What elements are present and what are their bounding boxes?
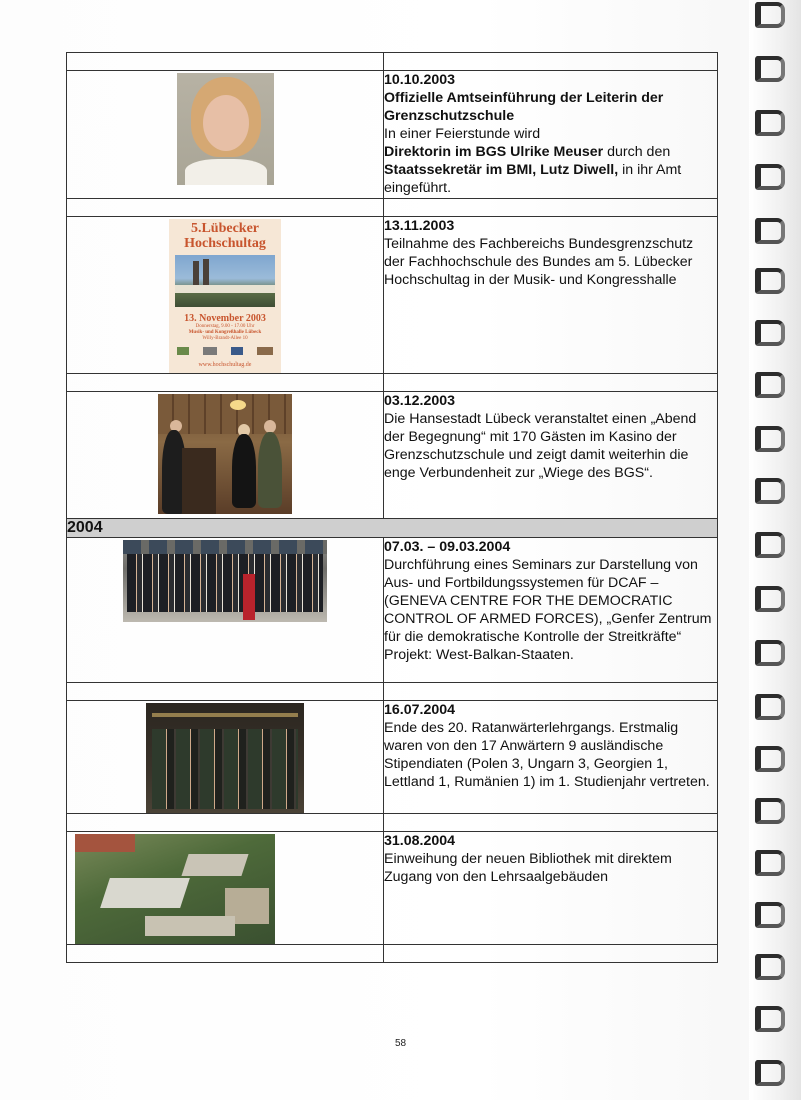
entry-body: Ende des 20. Ratanwärterlehrgangs. Erstmalig waren von den 17 Anwärtern 9 ausländische Stipendiaten (Polen 3, Ungarn 3, Georgien 1, Lettland 1, Rumänien 1) im 1. Studienjahr vertreten. <box>384 720 710 790</box>
entry-date: 16.07.2004 <box>384 702 456 718</box>
sponsor-logo <box>231 347 243 355</box>
entry-text-part: durch den <box>603 144 671 160</box>
poster-skyline-image <box>175 255 275 307</box>
poster-sponsor-logos <box>177 347 273 356</box>
course-graduation-photo <box>146 703 304 813</box>
entry-text-cell <box>384 832 718 945</box>
lectern <box>182 448 216 514</box>
binding-coil <box>755 320 785 346</box>
binding-coil <box>755 586 785 612</box>
entry-date: 13.11.2003 <box>384 218 455 234</box>
table-row <box>67 217 718 374</box>
face-shape <box>203 95 249 151</box>
red-track-area <box>75 834 135 852</box>
entry-bold-name: Staatssekretär im BMI, Lutz Diwell, <box>384 162 619 178</box>
entry-body: Durchführung eines Seminars zur Darstellung von Aus- und Fortbildungssystemen für DCAF – (GENEVA CENTRE FOR THE DEMOCRATIC CONTROL OF ARMED FORCES), „Genfer Zentrum für die demokratische Kontrolle der Streitkräfte“ Projekt: West-Balkan-Staaten. <box>384 557 712 663</box>
ceiling-lights <box>152 713 298 717</box>
poster-venue: Musik- und Kongreßhalle Lübeck <box>188 330 262 335</box>
portrait-photo <box>177 73 274 185</box>
binding-coil <box>755 694 785 720</box>
entry-date: 10.10.2003 <box>384 72 456 88</box>
officer-figure <box>258 432 282 508</box>
entry-text-part: In einer Feierstunde wird <box>384 126 541 142</box>
chronicle-table <box>66 52 718 963</box>
photo-cell <box>67 392 384 519</box>
poster-date: 13. November 2003 <box>184 313 266 324</box>
entry-text-cell <box>384 217 718 374</box>
entry-body: Einweihung der neuen Bibliothek mit direktem Zugang von den Lehrsaalgebäuden <box>384 851 672 885</box>
table-row <box>67 538 718 683</box>
table-row <box>67 392 718 519</box>
binding-coil <box>755 372 785 398</box>
binding-coil <box>755 2 785 28</box>
photo-cell <box>67 217 384 374</box>
sponsor-logo <box>177 347 189 355</box>
photo-cell <box>67 832 384 945</box>
poster-title-1: 5.Lübecker <box>190 221 260 236</box>
photo-cell <box>67 538 384 683</box>
guest-figure <box>232 434 256 508</box>
library-aerial-photo <box>75 834 275 944</box>
sponsor-logo <box>257 347 273 355</box>
entry-text-cell <box>384 71 718 199</box>
entry-body: Teilnahme des Fachbereichs Bundesgrenzschutz der Fachhochschule des Bundes am 5. Lübecker Hochschultag in der Musik- und Kongresshalle <box>384 236 694 288</box>
event-poster <box>169 219 281 373</box>
spacer-row <box>67 683 718 701</box>
photo-cell <box>67 71 384 199</box>
spacer-row <box>67 199 718 217</box>
entry-text-cell <box>384 392 718 519</box>
parking-area <box>145 916 235 936</box>
table-row <box>67 832 718 945</box>
sponsor-logo <box>203 347 217 355</box>
spacer-row <box>67 374 718 392</box>
crowd-band <box>175 285 275 293</box>
spacer-row <box>67 814 718 832</box>
church-tower <box>193 261 199 287</box>
background-banners <box>123 540 327 554</box>
binding-coil <box>755 640 785 666</box>
binding-coil <box>755 798 785 824</box>
photo-cell <box>67 701 384 814</box>
poster-title-2: Hochschultag <box>184 236 266 251</box>
group-photo <box>123 540 327 622</box>
entry-bold-name: Direktorin im BGS Ulrike Meuser <box>384 144 604 160</box>
poster-address: Willy-Brandt-Allee 10 <box>202 336 248 341</box>
binding-coil <box>755 1006 785 1032</box>
poster-url: www.hochschultag.de <box>198 362 252 368</box>
spacer-row <box>67 945 718 963</box>
binding-coil <box>755 954 785 980</box>
binding-coil <box>755 902 785 928</box>
spiral-binding <box>749 0 801 1100</box>
year-header-row <box>67 519 718 538</box>
entry-body: Die Hansestadt Lübeck veranstaltet einen „Abend der Begegnung“ mit 170 Gästen im Kasino der Grenzschutzschule und zeigt damit weiterhin die enge Verbundenheit zur „Wiege des BGS“. <box>384 411 697 481</box>
blouse-shape <box>185 159 267 185</box>
poster-time: Donnerstag, 9.00 - 17.00 Uhr <box>195 324 255 329</box>
binding-coil <box>755 1060 785 1086</box>
lecture-building <box>181 854 248 876</box>
reception-photo <box>158 394 292 514</box>
binding-coil <box>755 268 785 294</box>
library-building <box>100 878 190 908</box>
page-number: 58 <box>394 1038 407 1049</box>
entry-body <box>384 125 717 197</box>
entry-date: 07.03. – 09.03.2004 <box>384 539 511 555</box>
entry-date: 31.08.2004 <box>384 833 456 849</box>
spacer-row <box>67 53 718 71</box>
entry-text-cell <box>384 701 718 814</box>
binding-coil <box>755 532 785 558</box>
table-row <box>67 71 718 199</box>
person-in-red <box>243 574 255 620</box>
chandelier <box>230 400 246 410</box>
binding-coil <box>755 110 785 136</box>
church-tower <box>203 259 209 287</box>
entry-heading: Offizielle Amtseinführung der Leiterin der Grenzschutzschule <box>384 90 664 124</box>
binding-coil <box>755 850 785 876</box>
binding-coil <box>755 164 785 190</box>
table-row <box>67 701 718 814</box>
entry-text-part: in ihr Amt eingeführt. <box>384 162 682 196</box>
entry-date: 03.12.2003 <box>384 393 456 409</box>
binding-coil <box>755 218 785 244</box>
year-label: 2004 <box>67 519 718 538</box>
binding-coil <box>755 426 785 452</box>
binding-coil <box>755 56 785 82</box>
group-of-graduates <box>152 729 298 809</box>
binding-coil <box>755 746 785 772</box>
binding-coil <box>755 478 785 504</box>
group-of-people <box>127 554 323 612</box>
entry-text-cell <box>384 538 718 683</box>
